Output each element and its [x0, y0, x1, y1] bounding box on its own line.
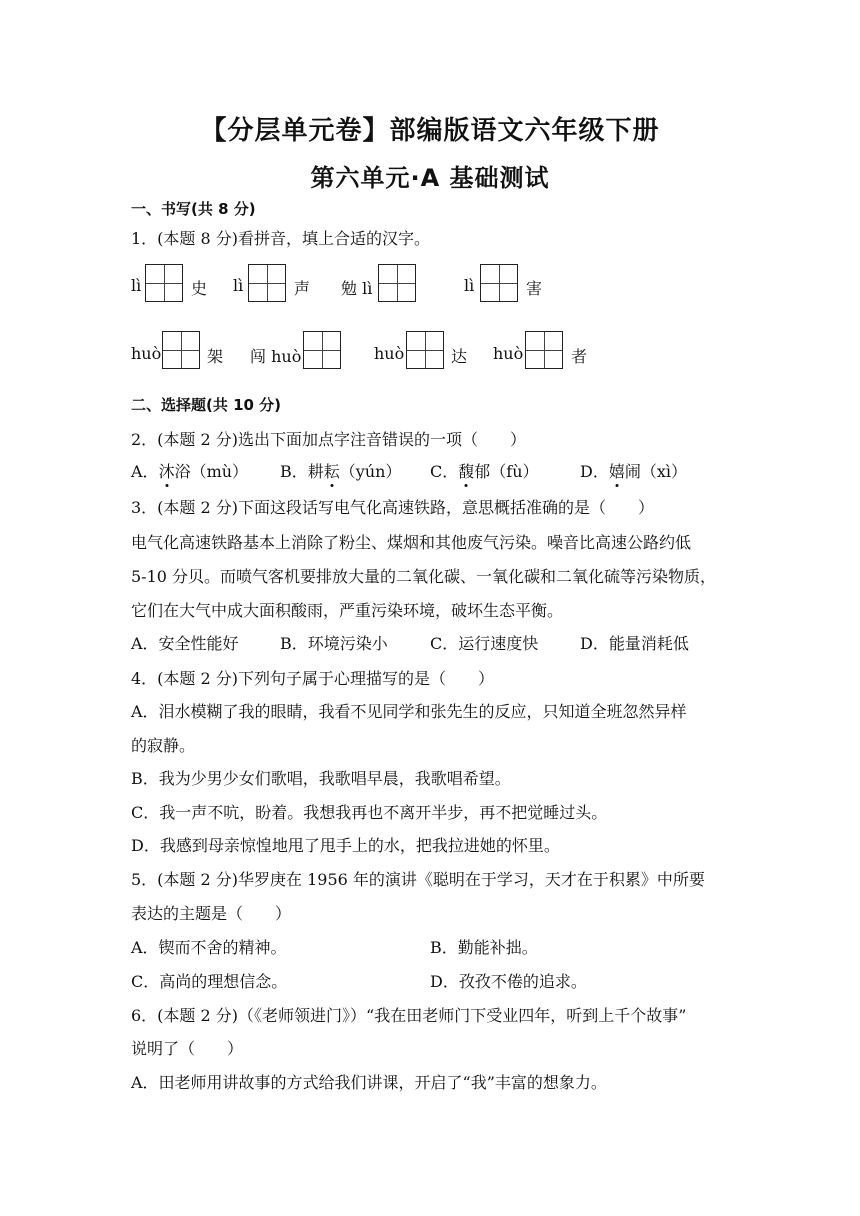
q4-option-a-cont: 的寂静。 — [131, 736, 196, 755]
emphasis-dot-char: 馥 — [458, 459, 474, 482]
pinyin-li-2: lì — [233, 276, 244, 295]
q4-option-d[interactable]: D．我感到母亲惊惶地甩了甩手上的水，把我拉进她的怀里。 — [131, 836, 560, 855]
q4-option-c[interactable]: C．我一声不吭，盼着。我想我再也不离开半步，再不把觉睡过头。 — [131, 803, 608, 822]
passage-line: 它们在大气中成大面积酸雨，严重污染环境，破坏生态平衡。 — [131, 601, 564, 620]
question-3-stem: 3．(本题 2 分)下面这段话写电气化高速铁路，意思概括准确的是（ ） — [131, 498, 655, 517]
answer-box[interactable] — [406, 331, 444, 369]
emphasis-dot-char: 沐 — [159, 459, 175, 482]
pinyin-li-3: 勉 lì — [341, 279, 373, 298]
passage-line: 5-10 分贝。而喷气客机要排放大量的二氧化碳、一氧化碳和二氧化硫等污染物质， — [131, 567, 717, 586]
q5-option-d[interactable]: D．孜孜不倦的追求。 — [430, 972, 587, 991]
char-after: 声 — [294, 279, 311, 298]
answer-box[interactable] — [162, 331, 200, 369]
page-subtitle: 第六单元·A 基础测试 — [310, 164, 550, 192]
question-5-stem-cont: 表达的主题是（ ） — [131, 904, 292, 923]
emphasis-dot-char: 嬉 — [609, 459, 625, 482]
answer-box[interactable] — [145, 264, 183, 302]
q6-option-a[interactable]: A．田老师用讲故事的方式给我们讲课，开启了“我”丰富的想象力。 — [131, 1073, 607, 1092]
answer-box[interactable] — [378, 264, 416, 302]
question-6-stem-cont: 说明了（ ） — [131, 1039, 244, 1058]
pinyin-li-4: lì — [464, 276, 475, 295]
q2-option-d[interactable]: D．嬉闹（xì） — [580, 459, 687, 482]
question-2-stem: 2．(本题 2 分)选出下面加点字注音错误的一项（ ） — [131, 430, 527, 449]
question-6-stem: 6．(本题 2 分)（《老师领进门》）“我在田老师门下受业四年，听到上千个故事” — [131, 1006, 687, 1025]
q4-option-b[interactable]: B．我为少男少女们歌唱，我歌唱早晨，我歌唱希望。 — [131, 769, 511, 788]
q5-option-c[interactable]: C．高尚的理想信念。 — [131, 972, 288, 991]
q5-option-b[interactable]: B．勤能补拙。 — [430, 938, 538, 957]
question-4-stem: 4．(本题 2 分)下列句子属于心理描写的是（ ） — [131, 669, 495, 688]
q5-option-a[interactable]: A．锲而不舍的精神。 — [131, 938, 287, 957]
pinyin-huo-1: huò — [131, 344, 162, 363]
q4-option-a[interactable]: A．泪水模糊了我的眼睛，我看不见同学和张先生的反应，只知道全班忽然异样 — [131, 702, 687, 721]
q3-option-c[interactable]: C．运行速度快 — [430, 634, 539, 653]
pinyin-huo-4: huò — [493, 344, 524, 363]
q3-option-b[interactable]: B．环境污染小 — [280, 634, 388, 653]
question-5-stem: 5．(本题 2 分)华罗庚在 1956 年的演讲《聪明在于学习，天才在于积累》中所要 — [131, 870, 705, 889]
passage-line: 电气化高速铁路基本上消除了粉尘、煤烟和其他废气污染。噪音比高速公路约低 — [131, 533, 692, 552]
answer-box[interactable] — [480, 264, 518, 302]
q2-option-a[interactable]: A．沐浴（mù） — [131, 459, 248, 482]
pinyin-huo-2: 闯 huò — [250, 347, 302, 366]
answer-box[interactable] — [303, 331, 341, 369]
char-after: 达 — [451, 347, 468, 366]
pinyin-huo-3: huò — [374, 344, 405, 363]
char-after: 史 — [191, 279, 208, 298]
answer-box[interactable] — [525, 331, 563, 369]
section-heading-choice: 二、选择题(共 10 分) — [131, 396, 282, 414]
char-after: 架 — [207, 347, 224, 366]
answer-box[interactable] — [248, 264, 286, 302]
q3-option-a[interactable]: A．安全性能好 — [131, 634, 239, 653]
page-title: 【分层单元卷】部编版语文六年级下册 — [200, 116, 660, 146]
q3-option-d[interactable]: D．能量消耗低 — [580, 634, 689, 653]
char-after: 者 — [571, 347, 588, 366]
char-after: 害 — [526, 279, 543, 298]
section-heading-writing: 一、书写(共 8 分) — [131, 200, 256, 218]
q2-option-b[interactable]: B．耕耘（yún） — [280, 459, 401, 482]
emphasis-dot-char: 耘 — [324, 459, 340, 482]
question-1-stem: 1．(本题 8 分)看拼音，填上合适的汉字。 — [131, 229, 431, 248]
pinyin-li-1: lì — [131, 276, 142, 295]
q2-option-c[interactable]: C．馥郁（fù） — [430, 459, 539, 482]
